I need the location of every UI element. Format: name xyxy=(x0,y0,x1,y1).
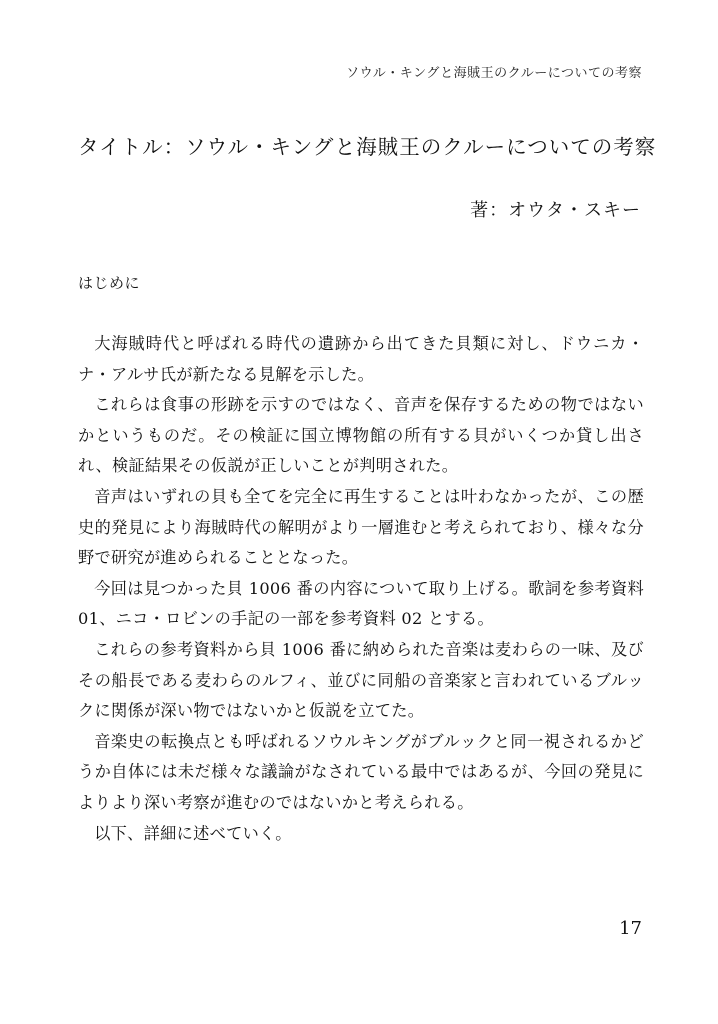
paragraph: これらの参考資料から貝 1006 番に納められた音楽は麦わらの一味、及びその船長である麦わらのルフィ、並びに同船の音楽家と言われているブルックに関係が深い物ではないかと仮説を立てた。 xyxy=(78,639,644,721)
paragraph: 今回は見つかった貝 1006 番の内容について取り上げる。歌詞を参考資料 01、ニコ・ロビンの手記の一部を参考資料 02 とする。 xyxy=(78,578,644,629)
author-line: 著：オウタ・スキー xyxy=(470,200,641,221)
paragraph: 以下、詳細に述べていく。 xyxy=(94,823,292,843)
paragraph: 大海賊時代と呼ばれる時代の遺跡から出てきた貝類に対し、ドウニカ・ナ・アルサ氏が新たなる見解を示した。 xyxy=(78,334,644,384)
section-heading: はじめに xyxy=(78,274,141,292)
running-header: ソウル・キングと海賊王のクルーについての考察 xyxy=(346,66,642,81)
page-number: 17 xyxy=(619,918,642,939)
paragraph: これらは食事の形跡を示すのではなく、音声を保存するための物ではないかというものだ。その検証に国立博物館の所有する貝がいくつか貸し出され、検証結果その仮説が正しいことが判明された。 xyxy=(78,395,644,476)
paragraph: 音声はいずれの貝も全てを完全に再生することは叶わなかったが、この歴史的発見により海賊時代の解明がより一層進むと考えられており、様々な分野で研究が進められることとなった。 xyxy=(78,486,644,568)
body-text xyxy=(78,329,644,849)
paragraph: 音楽史の転換点とも呼ばれるソウルキングがブルックと同一視されるかどうか自体には未だ様々な議論がなされている最中ではあるが、今回の発見によりより深い考察が進むのではないかと考えられる。 xyxy=(78,731,644,812)
document-title: タイトル：ソウル・キングと海賊王のクルーについての考察 xyxy=(78,135,657,159)
